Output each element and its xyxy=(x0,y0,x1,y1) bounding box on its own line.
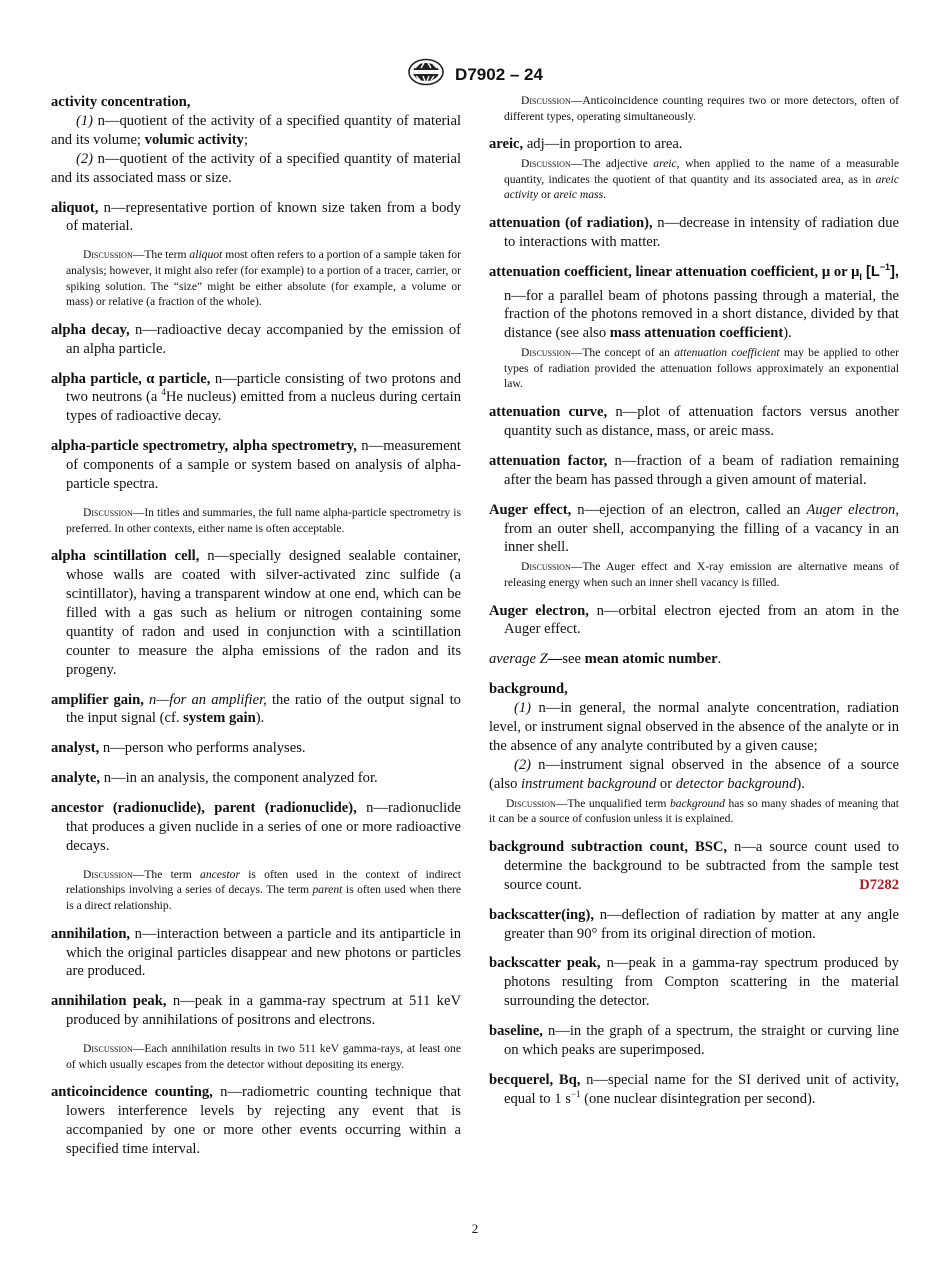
entry-average-z: average Z—see mean atomic number. xyxy=(489,651,722,668)
entry-analyst: analyst, n—person who performs analyses. xyxy=(51,740,306,757)
entry-annihilation: annihilation, n—interaction between a particle and its antiparticle in which the original particles disappear and new photons or particles are produced. xyxy=(51,925,461,980)
standard-reference-link[interactable]: D7282 xyxy=(859,876,899,893)
discussion: Discussion—The concept of an attenuation coefficient may be applied to other types of radiation provided the attenuation follows approximately an exponential law. xyxy=(504,346,899,391)
discussion: Discussion—The term aliquot most often refers to a portion of a sample taken for analysis; however, it might also refer (for example) to a portion of a tracer, carrier, or spiking solution. The “size” might be either absolute (for example, a volume or mass) or relative (a fraction of the whole). xyxy=(66,248,462,309)
page-number: 2 xyxy=(471,1221,479,1236)
discussion: Discussion—The unqualified term background has so many shades of meaning that it can be a source of confusion unless it is explained. xyxy=(489,796,899,826)
discussion: Discussion—The term ancestor is often used in the context of indirect relationships involving a series of decays. The term parent is often used when there is a direct relationship. xyxy=(66,867,461,913)
entry-auger-effect: Auger effect, n—ejection of an electron, called an Auger electron, from an outer shell, accompanying the filling of a vacancy in an inner shell. xyxy=(489,501,900,556)
right-column xyxy=(489,93,899,1120)
entry-anticoincidence-counting: anticoincidence counting, n—radiometric counting technique that lowers interference levels by rejecting any event that is accompanied by one or more other events occurring within a specified time interval. xyxy=(51,1084,461,1158)
entry-alpha-particle: alpha particle, α particle, n—particle consisting of two protons and two neutrons (a $^4$He nucleus) emitted from a nucleus during certain types of radioactive decay. xyxy=(51,370,461,425)
entry-attenuation: attenuation (of radiation), n—decrease in intensity of radiation due to interactions with matter. xyxy=(489,214,900,250)
entry-alpha-decay: alpha decay, n—radioactive decay accompanied by the emission of an alpha particle. xyxy=(51,321,461,357)
discussion: Discussion—In titles and summaries, the full name alpha-particle spectrometry is preferred. In other contexts, either name is often acceptable. xyxy=(66,505,461,535)
entry-amplifier-gain: amplifier gain, n—for an amplifier, the ratio of the output signal to the input signal (cf. system gain). xyxy=(51,691,461,727)
page-header xyxy=(0,58,950,91)
discussion: Discussion—The adjective areic, when applied to the name of a measurable quantity, indicates the quotient of that quantity and its associated area, as in areic activity or areic mass. xyxy=(504,157,899,202)
entry-becquerel: becquerel, Bq, n—special name for the SI derived unit of activity, equal to 1 $s^{-1}$ (one nuclear disintegration per second). xyxy=(489,1071,899,1107)
entry-alpha-scintillation-cell: alpha scintillation cell, n—specially designed sealable container, whose walls are coated with silver-activated zinc sulfide (a scintillator), having a transparent window at one end, which can be filled with a gas such as helium or nitrogen containing some quantity of radon and used in conjunction with a scintillation counter to measure the alpha emissions of the radon and its progeny. xyxy=(51,548,461,678)
entry-attenuation-coefficient: attenuation coefficient, linear attenuation coefficient, μ or $\mu_l$ $[L^{-1}]$, n—for a parallel beam of photons passing through a material, the fraction of the photons removed in a short distance, divided by that distance (see also mass attenuation coefficient). xyxy=(489,261,899,342)
sense-2: (2) n—instrument signal observed in the absence of a source (also instrument background or detector background). xyxy=(489,756,899,792)
left-column xyxy=(51,93,461,1170)
document-id: D7902 – 24 xyxy=(455,64,543,84)
entry-attenuation-factor: attenuation factor, n—fraction of a beam of radiation remaining after the beam has passed through a given amount of material. xyxy=(489,452,899,488)
entry-ancestor: ancestor (radionuclide), parent (radionuclide), n—radionuclide that produces a given nuclide in a series of one or more radioactive decays. xyxy=(51,800,461,854)
entry-backscatter-peak: backscatter peak, n—peak in a gamma-ray spectrum produced by photons resulting from Compton scattering in the material surrounding the detector. xyxy=(489,955,899,1010)
entry-aliquot: aliquot, n—representative portion of known size taken from a body of material. xyxy=(51,199,461,235)
entry-annihilation-peak: annihilation peak, n—peak in a gamma-ray spectrum at 511 keV produced by annihilations of positrons and electrons. xyxy=(51,993,461,1029)
entry-activity-concentration xyxy=(51,93,461,188)
entry-baseline: baseline, n—in the graph of a spectrum, the straight or curving line on which peaks are superimposed. xyxy=(489,1023,899,1059)
term: background, xyxy=(489,681,568,698)
entry-backscatter: backscatter(ing), n—deflection of radiation by matter at any angle greater than 90° from its original direction of motion. xyxy=(489,906,899,942)
discussion: Discussion—The Auger effect and X-ray emission are alternative means of releasing energy when such an inner shell vacancy is filled. xyxy=(504,560,899,589)
entry-background xyxy=(489,680,899,793)
entry-auger-electron: Auger electron, n—orbital electron ejected from an atom in the Auger effect. xyxy=(489,602,899,638)
entry-alpha-spectrometry: alpha-particle spectrometry, alpha spectrometry, n—measurement of components of a sample or system based on analysis of alpha-particle spectra. xyxy=(51,438,461,493)
entry-analyte: analyte, n—in an analysis, the component analyzed for. xyxy=(51,770,378,787)
astm-logo-icon xyxy=(407,58,445,91)
term: activity concentration, xyxy=(51,94,191,110)
entry-background-subtraction-count: background subtraction count, BSC, n—a source count used to determine the background to be subtracted from the sample test source count. D7282 xyxy=(489,838,899,893)
sense-1: (1) n—quotient of the activity of a specified quantity of material and its volume; volumic activity; xyxy=(51,112,461,148)
entry-areic: areic, adj—in proportion to area. xyxy=(489,136,683,153)
entry-attenuation-curve: attenuation curve, n—plot of attenuation factors versus another quantity such as distance, mass, or areic mass. xyxy=(489,404,899,439)
discussion: Discussion—Anticoincidence counting requires two or more detectors, often of different types, operating simultaneously. xyxy=(504,94,899,123)
discussion: Discussion—Each annihilation results in two 511 keV gamma-rays, at least one of which usually escapes from the detector without depositing its energy. xyxy=(66,1042,461,1071)
sense-1: (1) n—in general, the normal analyte concentration, radiation level, or instrument signal observed in the absence of the analyte or in the absence of any analyte contributed by a given cause; xyxy=(489,700,899,754)
sense-2: (2) n—quotient of the activity of a specified quantity of material and its associated mass or size. xyxy=(51,150,461,186)
